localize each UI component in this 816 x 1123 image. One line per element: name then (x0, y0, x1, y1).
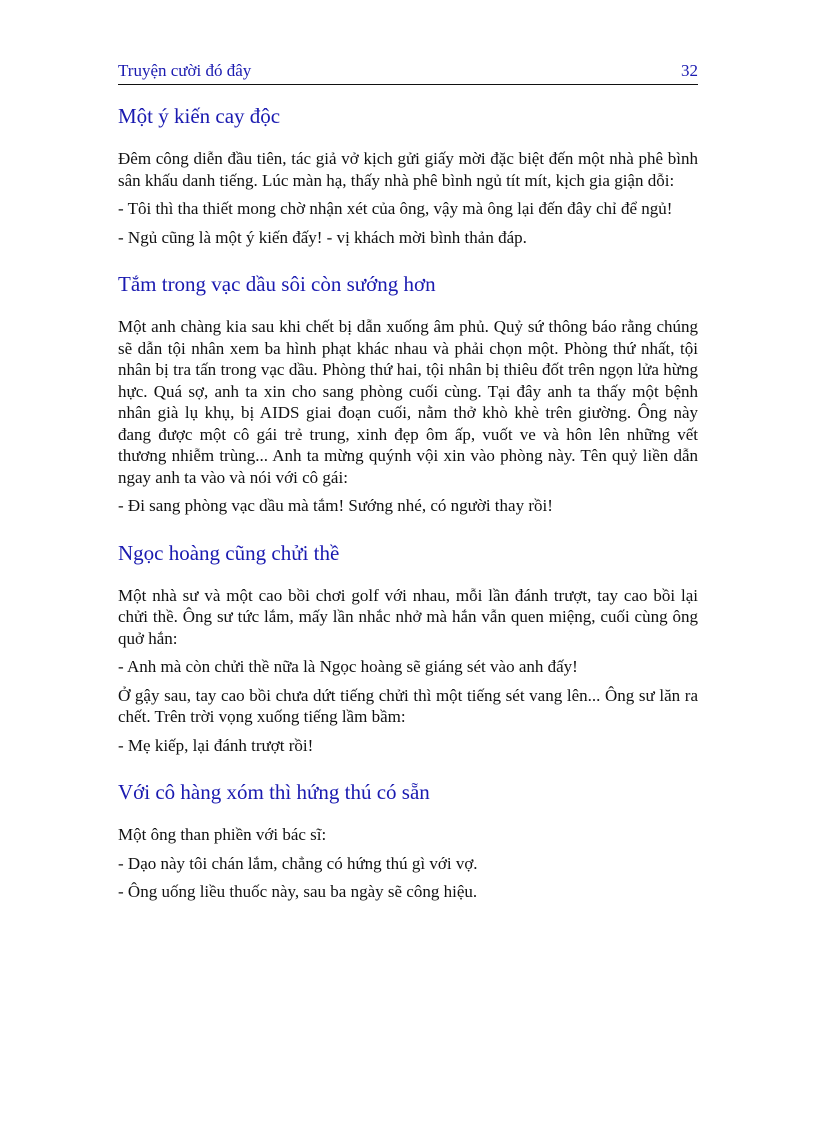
paragraph: - Ông uống liều thuốc này, sau ba ngày sẽ công hiệu. (118, 882, 478, 901)
story-title: Ngọc hoàng cũng chửi thề (118, 540, 340, 565)
story-title: Một ý kiến cay độc (118, 104, 281, 128)
document-page (118, 58, 698, 925)
paragraph: Một anh chàng kia sau khi chết bị dẫn xuống âm phủ. Quỷ sứ thông báo rằng chúng sẽ dẫn tội nhân xem ba hình phạt khác nhau và phải chọn một. Phòng thứ nhất, tội nhân bị tra tấn trong vạc dầu. Phòng thứ hai, tội nhân bị thiêu đốt trên ngọn lửa hừng hực. Quá sợ, anh ta xin cho sang phòng cuối cùng. Tại đây anh ta thấy một bệnh nhân già lụ khụ, bị AIDS giai đoạn cuối, nằm thở khò khè trên giường. Ông này đang được một cô gái trẻ trung, xinh đẹp ôm ấp, vuốt ve và hôn lên những vết thương nhiễm trùng... Anh ta mừng quýnh vội xin vào phòng này. Tên quỷ liền dẫn ngay anh ta vào và nói với cô gái: (118, 317, 698, 487)
paragraph: - Ngủ cũng là một ý kiến đấy! - vị khách mời bình thản đáp. (118, 227, 527, 247)
story-3 (118, 539, 698, 757)
paragraph: Ở gậy sau, tay cao bồi chưa dứt tiếng chửi thì một tiếng sét vang lên... Ông sư lăn ra chết. Trên trời vọng xuống tiếng lầm bầm: (118, 685, 698, 726)
book-title: Truyện cười đó đây (118, 61, 252, 80)
story-1 (118, 102, 698, 248)
page-number: 32 (681, 61, 698, 80)
story-title: Tắm trong vạc dầu sôi còn sướng hơn (118, 272, 436, 296)
paragraph: - Dạo này tôi chán lắm, chẳng có hứng thú gì với vợ. (118, 853, 478, 873)
story-4 (118, 778, 698, 903)
story-body (118, 585, 698, 757)
running-header (118, 58, 698, 85)
story-body (118, 148, 698, 248)
paragraph: - Mẹ kiếp, lại đánh trượt rồi! (118, 735, 314, 755)
paragraph: Một ông than phiền với bác sĩ: (118, 825, 327, 844)
paragraph: - Anh mà còn chửi thề nữa là Ngọc hoàng sẽ giáng sét vào anh đấy! (118, 657, 578, 676)
story-body (118, 316, 698, 517)
story-2 (118, 270, 698, 517)
story-title: Với cô hàng xóm thì hứng thú có sẵn (118, 780, 430, 804)
paragraph: Một nhà sư và một cao bồi chơi golf với nhau, mỗi lần đánh trượt, tay cao bồi lại chửi thề. Ông sư tức lắm, mấy lần nhắc nhở mà hắn vẫn quen miệng, cuối cùng ông quở hắn: (118, 585, 698, 648)
story-body (118, 824, 698, 903)
paragraph: - Tôi thì tha thiết mong chờ nhận xét của ông, vậy mà ông lại đến đây chỉ để ngủ! (118, 199, 673, 218)
paragraph: - Đi sang phòng vạc dầu mà tắm! Sướng nhé, có người thay rồi! (118, 496, 553, 515)
paragraph: Đêm công diễn đầu tiên, tác giả vở kịch gửi giấy mời đặc biệt đến một nhà phê bình sân khấu danh tiếng. Lúc màn hạ, thấy nhà phê bình ngủ tít mít, kịch gia giận dỗi: (118, 149, 698, 190)
